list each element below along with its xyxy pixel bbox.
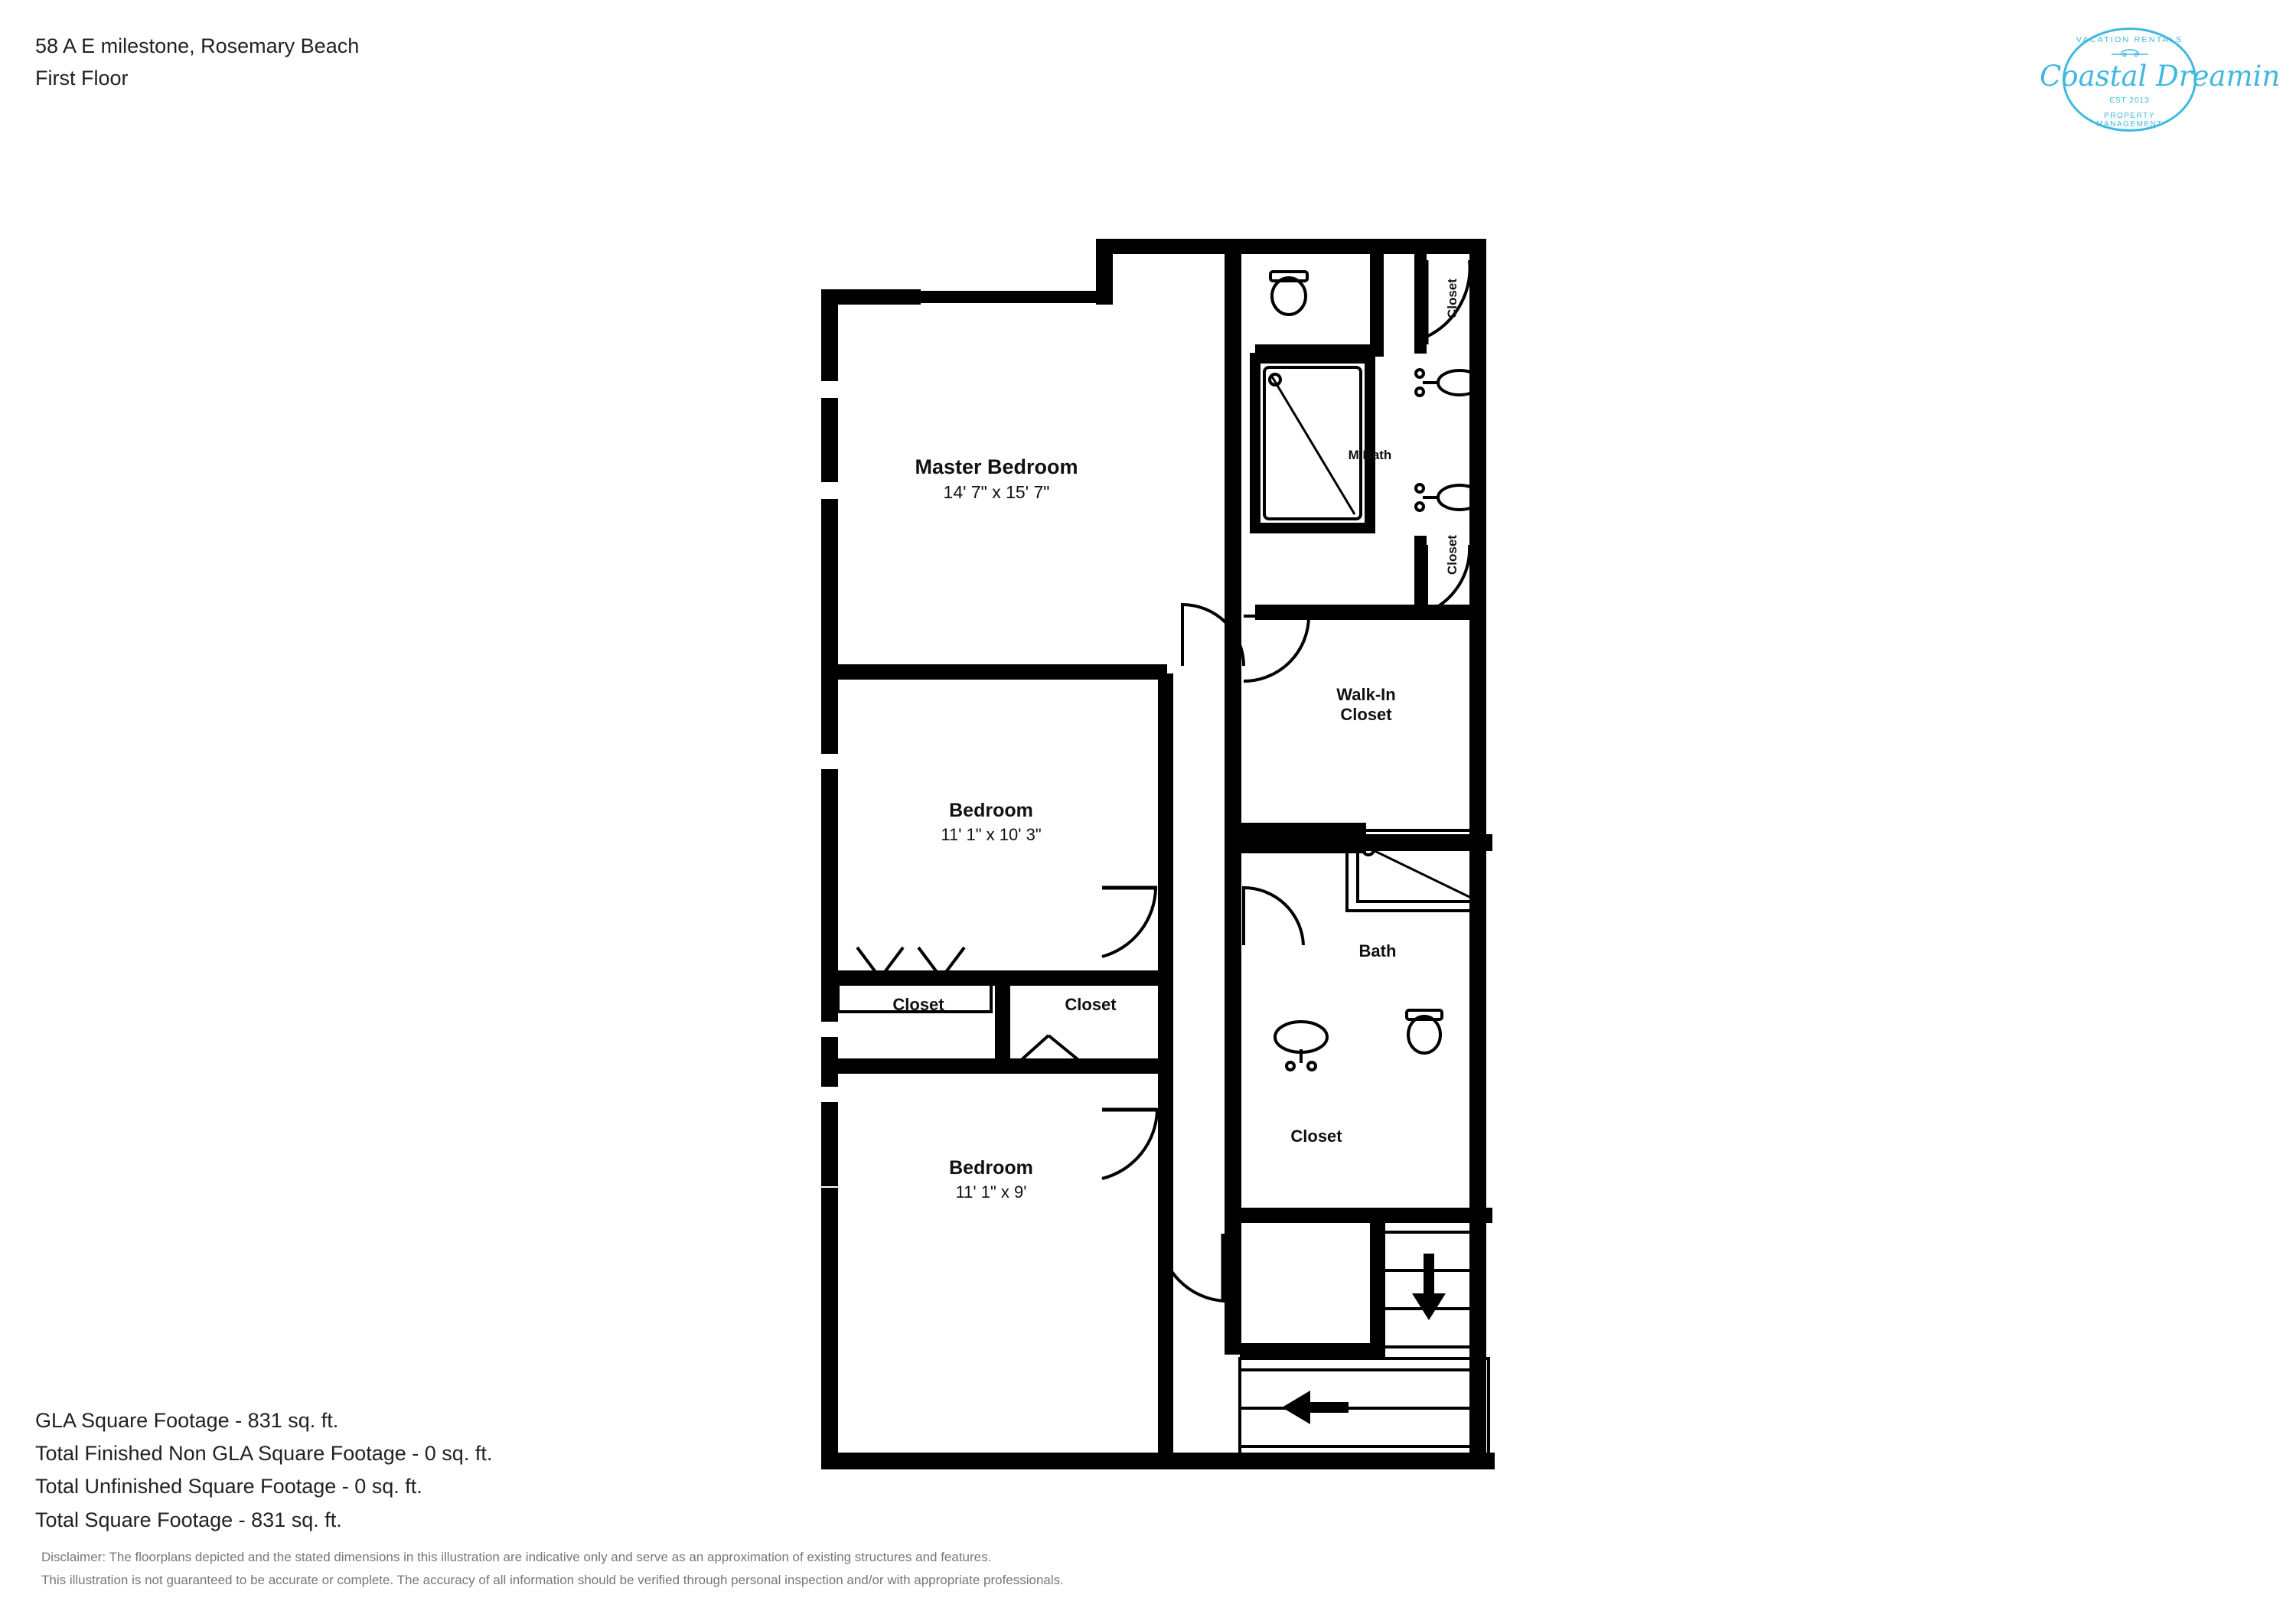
room-label-master-bath: M.Bath xyxy=(1348,448,1392,462)
property-address: 58 A E milestone, Rosemary Beach xyxy=(35,34,360,57)
total-square-footage: Total Square Footage - 831 sq. ft. xyxy=(35,1508,342,1531)
room-label-bedroom-2: Bedroom 11' 1" x 10' 3" xyxy=(941,800,1042,844)
disclaimer-line-1: Disclaimer: The floorplans depicted and the stated dimensions in this illustration are indicative only and serve as an approximation of existing structures and features. xyxy=(41,1549,992,1564)
logo-est-text: EST 2013 xyxy=(2109,96,2150,105)
non-gla-square-footage: Total Finished Non GLA Square Footage - 0 sq. ft. xyxy=(35,1442,493,1466)
footer-block xyxy=(35,1404,1566,1591)
room-label-master-bedroom: Master Bedroom 14' 7" x 15' 7" xyxy=(915,455,1078,502)
room-label-closet-mid-right: Closet xyxy=(1445,535,1459,575)
disclaimer-block xyxy=(35,1546,1566,1592)
toilet-icon xyxy=(1270,272,1307,315)
logo-arc-bottom-text: PROPERTY MANAGEMENT xyxy=(2096,112,2163,129)
room-label-bedroom-3: Bedroom 11' 1" x 9' xyxy=(949,1157,1033,1202)
room-label-bath: Bath xyxy=(1358,941,1397,960)
logo-arc-top-text: VACATION RENTALS xyxy=(2076,35,2183,44)
room-label-walkin-closet: Walk-In Closet xyxy=(1336,685,1396,724)
room-label-closet-right: Closet xyxy=(1065,995,1117,1014)
unfinished-square-footage: Total Unfinished Square Footage - 0 sq. ft. xyxy=(35,1475,422,1498)
gla-square-footage: GLA Square Footage - 831 sq. ft. xyxy=(35,1409,339,1432)
room-label-closet-lower: Closet xyxy=(1290,1127,1342,1146)
disclaimer-line-2: This illustration is not guaranteed to be accurate or complete. The accuracy of all information should be verified through personal inspection and/or with appropriate professionals. xyxy=(41,1572,1064,1587)
walls-group xyxy=(821,239,1495,1469)
sink-icon xyxy=(1275,1022,1327,1070)
room-label-closet-left: Closet xyxy=(892,995,944,1014)
toilet-icon xyxy=(1407,1010,1442,1053)
logo-brand-text: Coastal Dreamin xyxy=(2040,60,2281,93)
room-label-closet-top-right: Closet xyxy=(1445,279,1459,318)
floor-label: First Floor xyxy=(35,66,129,90)
